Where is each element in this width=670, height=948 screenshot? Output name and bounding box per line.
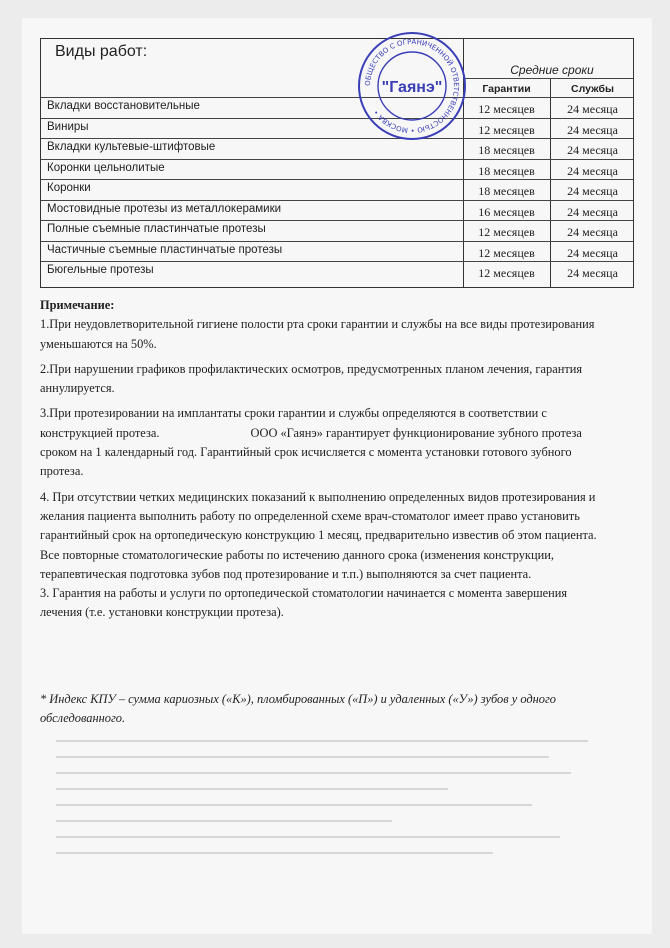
- col-warranty: Гарантии: [482, 83, 531, 95]
- table-row-warranty: 18 месяцев: [478, 163, 535, 178]
- table-row-name: Вкладки культевые-штифтовые: [47, 141, 216, 153]
- table-title: Виды работ:: [55, 43, 148, 60]
- table-row-service: 24 месяца: [567, 245, 618, 260]
- stamp-ring-text: ОБЩЕСТВО С ОГРАНИЧЕННОЙ ОТВЕТСТВЕННОСТЬЮ • МОСКВА •: [363, 37, 461, 135]
- table-row-service: 24 месяца: [567, 266, 618, 280]
- note-3b: ООО «Гаянэ» гарантирует функционирование зубного протеза сроком на 1 календарный год. Гарантийный срок исчисляется с момента установки готового зубного протеза.: [40, 425, 582, 479]
- works-table: [40, 38, 634, 288]
- table-row-service: 24 месяца: [567, 143, 618, 157]
- stamp-name: "Гаянэ": [381, 79, 443, 96]
- table-row-service: 24 месяца: [567, 184, 618, 198]
- table-row-name: Мостовидные протезы из металлокерамики: [47, 202, 282, 215]
- table-row-name: Бюгельные протезы: [47, 264, 154, 276]
- table-row-warranty: 12 месяцев: [478, 102, 535, 116]
- note-5: 3. Гарантия на работы и услуги по ортопедической стоматологии начинается с момента завершения лечения (т.е. установки конструкции протеза).: [40, 586, 568, 620]
- table-row-name: Коронки цельнолитые: [47, 161, 165, 174]
- footnote-kpu: * Индекс КПУ – сумма кариозных («К»), пломбированных («П») и удаленных («У») зубов у одного обследованного.: [40, 692, 557, 725]
- note-2: 2.При нарушении графиков профилактических осмотров, предусмотренных планом лечения, гарантия аннулируется.: [40, 361, 583, 396]
- table-row-name: Вкладки восстановительные: [47, 100, 200, 112]
- table-row-name: Коронки: [47, 182, 91, 194]
- table-row-warranty: 18 месяцев: [478, 143, 535, 157]
- group-header: Средние сроки: [510, 63, 594, 77]
- table-row-warranty: 12 месяцев: [478, 122, 535, 137]
- notes-heading: Примечание:: [40, 298, 115, 312]
- table-row-warranty: 16 месяцев: [478, 204, 535, 219]
- table-row-service: 24 месяца: [567, 225, 618, 239]
- table-row-service: 24 месяца: [567, 204, 618, 219]
- notes-section: [40, 296, 610, 623]
- col-service: Службы: [571, 83, 614, 95]
- note-1: 1.При неудовлетворительной гигиене полости рта сроки гарантии и службы на все виды протезирования уменьшаются на 50%.: [40, 317, 595, 351]
- table-row-service: 24 месяца: [567, 163, 618, 178]
- table-row-name: Частичные съемные пластинчатые протезы: [47, 243, 283, 256]
- table-row-service: 24 месяца: [567, 122, 618, 137]
- table-row-warranty: 18 месяцев: [478, 184, 535, 198]
- company-stamp: [356, 30, 468, 142]
- table-row-name: Полные съемные пластинчатые протезы: [47, 223, 266, 235]
- note-4: 4. При отсутствии четких медицинских показаний к выполнению определенных видов протезирования и желания пациента выполнить работу по определенной схеме врач-стоматолог имеет право установить гарантийный срок на ортопедическую конструкцию 1 месяц, предварительно известив об этом пациента. Все повторные стоматологические работы по истечению данного срока (изменения конструкции, терапевтическая подготовка зубов под протезирование и т.п.) выполняются за счет пациента.: [40, 489, 597, 581]
- table-row-service: 24 месяца: [567, 102, 618, 116]
- table-row-name: Виниры: [47, 120, 89, 133]
- bleed-through: [56, 740, 616, 910]
- table-row-warranty: 12 месяцев: [478, 245, 535, 260]
- note-3a: 3.При протезировании на имплантаты сроки гарантии и службы определяются в соответствии с конструкцией протеза.: [40, 406, 547, 440]
- table-row-warranty: 12 месяцев: [478, 266, 535, 280]
- table-row-warranty: 12 месяцев: [478, 225, 535, 239]
